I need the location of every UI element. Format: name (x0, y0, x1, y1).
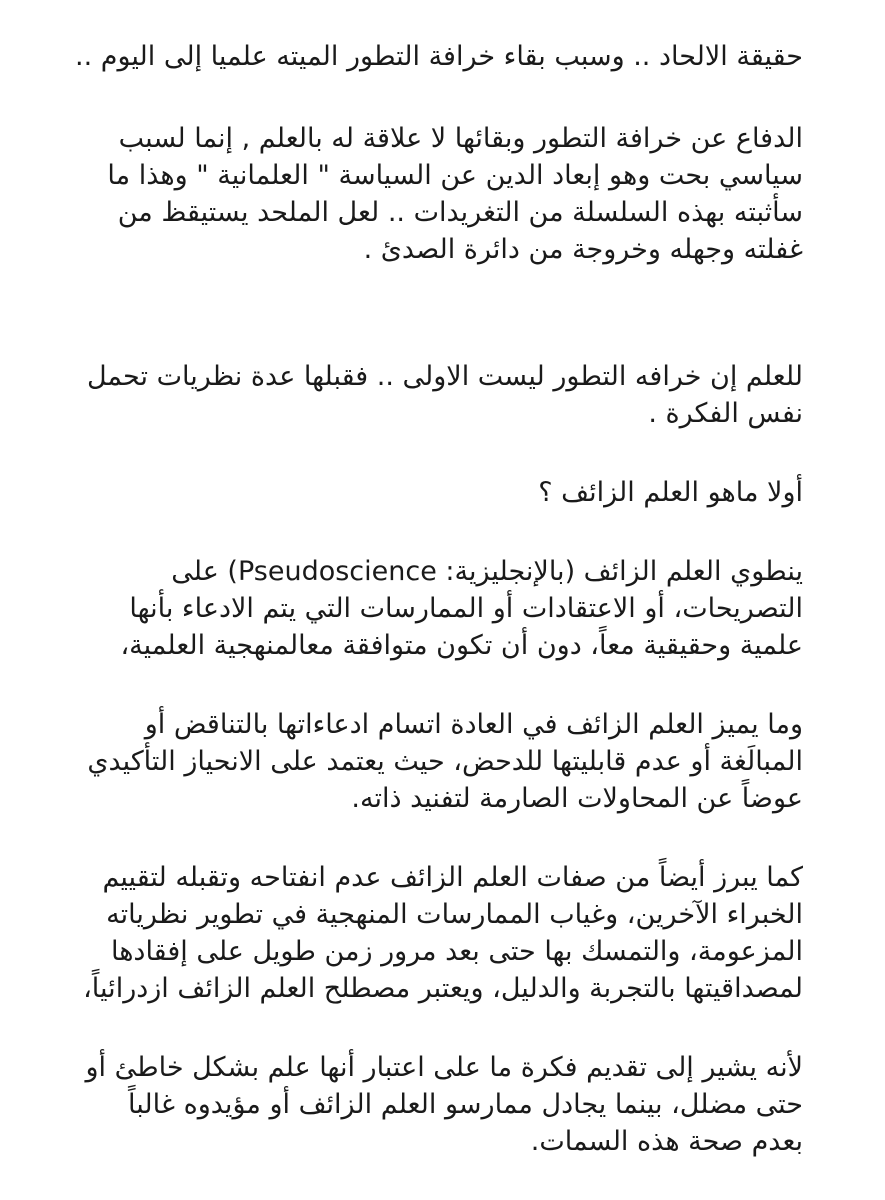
text-line: سأثبته بهذه السلسلة من التغريدات .. لعل الملحد يستيقظ من (117, 197, 803, 228)
text-line: لمصداقيتها بالتجربة والدليل، ويعتبر مصطلح العلم الزائف ازدرائياً، (83, 973, 803, 1004)
text-line: كما يبرز أيضاً من صفات العلم الزائف عدم انفتاحه وتقبله لتقييم (102, 862, 803, 893)
text-line: علمية وحقيقية معاً، دون أن تكون متوافقة معالمنهجية العلمية، (120, 630, 803, 661)
intro-paragraph (100, 120, 803, 268)
text-line: وما يميز العلم الزائف في العادة اتسام ادعاءاتها بالتناقض أو (144, 709, 803, 740)
title-paragraph (75, 38, 803, 75)
text-line: المزعومة، والتمسك بها حتى بعد مرور زمن طويل على إفقادها (110, 936, 803, 967)
text-line: حتى مضلل، بينما يجادل ممارسو العلم الزائف أو مؤيدوه غالباً (128, 1089, 803, 1120)
text-line: التصريحات، أو الاعتقادات أو الممارسات التي يتم الادعاء بأنها (129, 593, 803, 624)
text-line: بعدم صحة هذه السمات. (530, 1126, 803, 1157)
definition-paragraph (100, 553, 803, 664)
text-line: الخبراء الآخرين، وغياب الممارسات المنهجية في تطوير نظرياته (106, 899, 803, 930)
context-paragraph (86, 358, 803, 432)
text-line: أولا ماهو العلم الزائف ؟ (538, 477, 803, 508)
question-paragraph (100, 474, 803, 511)
text-line: للعلم إن خرافه التطور ليست الاولى .. فقبلها عدة نظريات تحمل (86, 361, 803, 392)
text-line: ينطوي العلم الزائف (بالإنجليزية: Pseudoscience) على (171, 556, 803, 587)
text-line: حقيقة الالحاد .. وسبب بقاء خرافة التطور الميته علميا إلى اليوم .. (75, 41, 803, 72)
traits-paragraph (83, 859, 803, 1007)
text-line: غفلته وجهله وخروجة من دائرة الصدئ . (363, 234, 803, 265)
conclusion-paragraph (85, 1049, 803, 1160)
text-line: المبالَغة أو عدم قابليتها للدحض، حيث يعتمد على الانحياز التأكيدي (87, 746, 803, 777)
text-line: الدفاع عن خرافة التطور وبقائها لا علاقة له بالعلم , إنما لسبب (118, 123, 803, 154)
text-line: نفس الفكرة . (648, 398, 803, 429)
text-line: لأنه يشير إلى تقديم فكرة ما على اعتبار أنها علم بشكل خاطئ أو (85, 1052, 803, 1083)
characteristics-paragraph (87, 706, 803, 817)
text-line: عوضاً عن المحاولات الصارمة لتفنيد ذاته. (351, 783, 803, 814)
text-line: سياسي بحت وهو إبعاد الدين عن السياسة " العلمانية " وهذا ما (107, 160, 803, 191)
